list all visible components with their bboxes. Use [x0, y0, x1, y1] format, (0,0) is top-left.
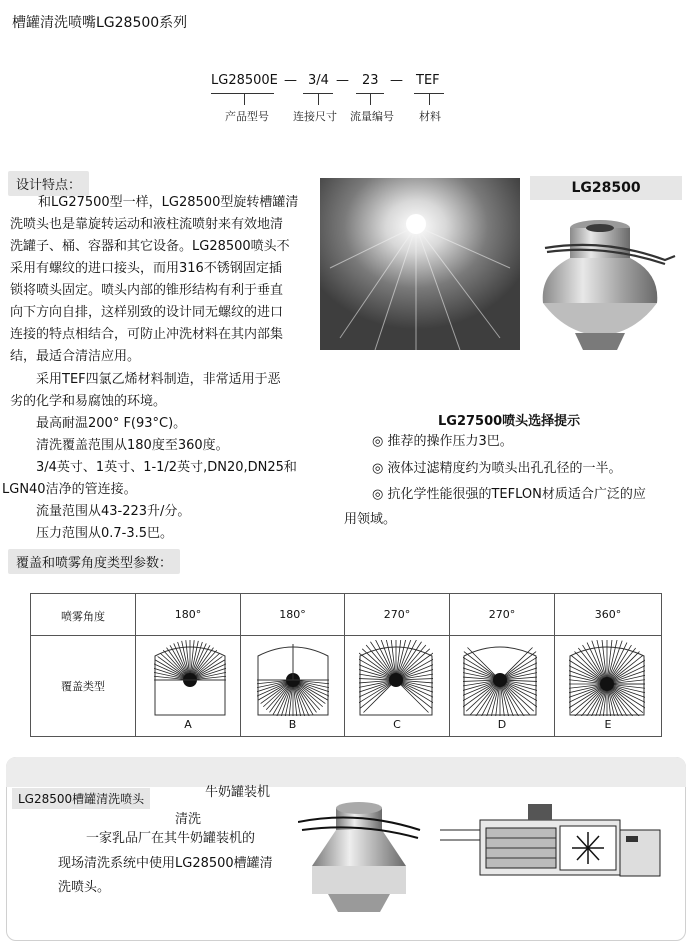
design-line: 3/4英寸、1英寸、1-1/2英寸,DN20,DN25和: [36, 460, 297, 475]
product-badge: LG28500: [530, 176, 682, 200]
model-code-part: 3/4: [308, 73, 329, 88]
model-code-part: TEF: [416, 73, 440, 88]
type-label: E: [604, 718, 612, 731]
design-line: 流量范围从43-223升/分。: [36, 504, 191, 519]
tip-item: ◎ 液体过滤精度约为喷头出孔孔径的一半。: [372, 461, 622, 476]
spray-photo: [320, 178, 520, 350]
design-line: 压力范围从0.7-3.5巴。: [36, 526, 174, 541]
angle-cell: 180°: [174, 608, 202, 621]
type-label: C: [393, 718, 401, 731]
model-code-dash: —: [284, 73, 297, 88]
angle-cell: 180°: [279, 608, 306, 621]
code-label: 材料: [419, 110, 441, 123]
design-line: 锁将喷头固定。喷头内部的锥形结构有利于垂直: [10, 283, 284, 298]
coverage-pattern-e: [569, 640, 645, 716]
case-panel-header: [6, 757, 686, 787]
code-tick: [244, 94, 245, 105]
case-subtitle: 清洗: [175, 812, 202, 827]
coverage-table: [30, 593, 662, 737]
tip-item: ◎ 推荐的操作压力3巴。: [372, 434, 513, 449]
design-line: 清洗覆盖范围从180度至360度。: [36, 438, 229, 453]
case-line: 现场清洗系统中使用LG28500槽罐清: [58, 856, 273, 871]
code-tick: [429, 94, 430, 105]
filling-machine-drawing: [440, 790, 668, 890]
type-label: A: [184, 718, 192, 731]
nozzle-photo: [535, 208, 685, 358]
model-code-dash: —: [336, 73, 349, 88]
case-title: 牛奶罐装机: [205, 785, 271, 800]
case-nozzle-photo: [298, 800, 426, 918]
code-label: 连接尺寸: [293, 110, 337, 123]
page-title: 槽罐清洗喷嘴LG28500系列: [12, 15, 188, 31]
angle-cell: 360°: [594, 608, 622, 621]
angle-cell: 270°: [383, 608, 411, 621]
case-line: 一家乳品厂在其牛奶罐装机的: [86, 831, 256, 846]
design-line: 结，最适合清洁应用。: [10, 349, 141, 364]
design-line: 洗喷头也是靠旋转运动和液柱流喷射来有效地清: [10, 217, 284, 232]
tip-item: ◎ 抗化学性能很强的TEFLON材质适合广泛的应: [372, 487, 646, 502]
code-tick: [370, 94, 371, 105]
coverage-pattern-b: [257, 640, 329, 716]
design-line: 向下方向自排，这样别致的设计同无螺纹的进口: [10, 305, 284, 320]
row-label: 覆盖类型: [61, 680, 105, 693]
design-line: 劣的化学和易腐蚀的环境。: [10, 394, 167, 409]
design-line: 采用有螺纹的进口接头，而用316不锈钢固定插: [10, 261, 282, 276]
type-label: B: [288, 718, 297, 731]
coverage-heading: 覆盖和喷雾角度类型参数：: [8, 549, 180, 574]
code-tick: [318, 94, 319, 105]
code-label: 流量编号: [350, 110, 394, 123]
tips-heading: LG27500喷头选择提示: [438, 414, 581, 429]
coverage-pattern-c: [359, 640, 433, 716]
coverage-pattern-a: [154, 640, 226, 716]
case-badge: LG28500槽罐清洗喷头: [12, 788, 150, 809]
case-line: 洗喷头。: [58, 880, 111, 895]
row-label: 喷雾角度: [61, 610, 105, 623]
design-line: 最高耐温200° F(93°C)。: [36, 416, 187, 431]
model-code-part: LG28500E: [211, 73, 278, 88]
tip-item: 用领域。: [344, 512, 397, 527]
coverage-pattern-d: [463, 640, 537, 716]
design-line: 洗罐子、桶、容器和其它设备。LG28500喷头不: [10, 239, 290, 254]
code-label: 产品型号: [225, 110, 269, 123]
design-heading: 设计特点：: [8, 171, 89, 196]
design-line: 连接的特点相结合，可防止冲洗材料在其内部集: [10, 327, 284, 342]
model-code-dash: —: [390, 73, 403, 88]
design-line: LGN40洁净的管连接。: [2, 482, 137, 497]
angle-cell: 270°: [488, 608, 516, 621]
design-line: 采用TEF四氯乙烯材料制造，非常适用于恶: [36, 372, 281, 387]
model-code-part: 23: [362, 73, 379, 88]
code-underline: [211, 93, 274, 94]
design-line: 和LG27500型一样，LG28500型旋转槽罐清: [38, 195, 299, 210]
type-label: D: [497, 718, 507, 731]
